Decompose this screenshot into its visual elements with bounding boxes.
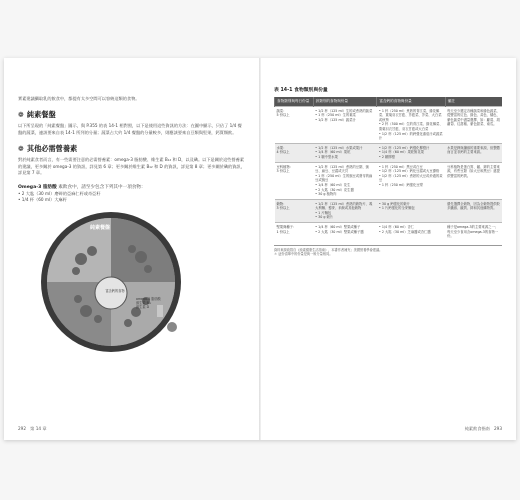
- section-body-nutrients: 對於純素食者而言，有一些需要注意的必需營養素：omega-3 脂肪酸、維生素 B₁₂ 和 D，以及碘。以下是關於這些營養素的建議，更多關於 omega-3 的資訊，詳見第 6 章；更多關於維生素 B₁₂ 和 D 的資訊，詳見第 8 章；更多關於碘的資訊，詳見第 7 章。: [18, 157, 245, 176]
- cell-line: • 1 杯（250 ml）黑豆或白豆: [378, 164, 423, 169]
- list-item: • 1/4 杯（60 ml）大麻籽: [18, 197, 67, 203]
- table-caption: 表 14-1 食物類別與份量: [274, 88, 328, 93]
- cell-line: 4 份以上: [276, 150, 290, 155]
- cell-line: • 2 杯（500 ml）生的青江菜、綠花椰菜、寬葉羽衣甘藍、羽衣甘藍或大白菜: [378, 122, 443, 131]
- food-cell: [313, 143, 377, 162]
- food-cell: [313, 223, 377, 241]
- cell-line: • 1 片鈣強化的全麥麵包: [378, 206, 415, 211]
- cell-line: • 1/2 杯（125 ml）生的或煮熟的蔬菜: [315, 108, 373, 113]
- cell-line: • 1/2 杯（125 ml）鈣強化柳橙汁: [378, 145, 430, 150]
- table-header-row: [275, 97, 503, 106]
- cell-line: • 30 g 鈣強化的穀片: [378, 201, 411, 206]
- page-number-right: 純素飲食指南 293: [464, 426, 502, 431]
- cell-line: • 2 顆柳橙: [378, 154, 395, 159]
- cell-line: • 1/2 杯（125 ml）水果或果汁: [315, 145, 363, 150]
- table-body: [275, 106, 503, 241]
- omega-bullet-list: [18, 191, 246, 203]
- omega-subheading: [18, 184, 246, 190]
- cell-line: • 1/2 杯（125 ml）的鈣強化番茄汁或蔬菜汁: [378, 131, 443, 141]
- cell-line: • 30 g 植物肉: [315, 192, 337, 197]
- cell-line: 3 份以上: [276, 169, 290, 174]
- cell-line: • 1/4 杯（60 ml）花生: [315, 182, 351, 187]
- table-footnotes: [274, 245, 502, 257]
- intro-paragraph: 實素建議攝取乳的飲食中，都提有太多空間可以容納這類的食物。: [18, 96, 140, 101]
- flower-bullet-icon: ❁: [18, 145, 24, 154]
- calcium-cell: [377, 106, 445, 143]
- note-cell: 每天至少選定各種蔬菜和綠色蔬菜，從豐富的紅色、綠色、黃色、橘色、紫色蔬菜中盡量選擇，如：蘿蔔、胡蘿蔔、紅甜椒、紫色甜菜、南瓜。: [445, 106, 502, 143]
- calcium-center-label: 富含鈣的食物: [105, 289, 125, 294]
- left-page: [4, 58, 260, 440]
- category-cell: [275, 106, 314, 143]
- table-row: [275, 199, 503, 222]
- cell-line: • 1/4 杯（60 ml）堅果或種子: [315, 225, 361, 230]
- cell-line: • 1/4 杯（60 ml）杏仁: [378, 225, 415, 230]
- cell-line: 1 份以上: [276, 229, 290, 234]
- table-row: [275, 162, 503, 199]
- category-cell: [275, 143, 314, 162]
- table-row: [275, 106, 503, 143]
- book-spread: [4, 58, 516, 440]
- note-cell: 豆科植物是蛋白質、鐵、鋅的主要來源，有些豆類（如大豆和黑豆）還提供豐富的鈣質。: [445, 162, 502, 199]
- cell-line: • 1/2 杯（125 ml）鈣化豆腐或大豆優格: [378, 169, 440, 174]
- cell-line: • 1 片麵包: [315, 210, 332, 215]
- cell-line: • 1 杯（250 ml）生的葉菜: [315, 113, 356, 118]
- cell-line: • 1/4 杯（60 ml）果乾無花果: [378, 150, 424, 155]
- note-cell: 水果是鉀與纖維的重要來源，但整體而言並非鈣的主要來源。: [445, 143, 502, 162]
- right-page: [260, 58, 516, 440]
- cell-line: • 2 大匙（30 ml）花生醬: [315, 187, 354, 192]
- food-cell: [313, 199, 377, 222]
- cell-line: • 1/4 杯（60 ml）果乾: [315, 150, 351, 155]
- cell-line: • 1/2 杯（125 ml）煮熟的穀物片、義大利麵、藜麥、米飯或其他穀物: [315, 201, 373, 211]
- calcium-cell: [377, 143, 445, 162]
- cell-line: • 1 杯（250 ml）鈣強化豆漿: [378, 182, 423, 187]
- omega-title: Omega-3 脂肪酸: [18, 185, 57, 191]
- column-header: 備註: [445, 97, 502, 106]
- category-cell: [275, 162, 314, 199]
- column-header: 該類別的食物與份量: [313, 97, 377, 106]
- cell-line: • 1 杯（250 ml）煮熟的青江菜、綠花椰菜、寬葉羽衣甘藍、芥藍菜、芥菜、大白菜或秋葵: [378, 108, 442, 122]
- vegan-plate-illustration: [36, 207, 186, 357]
- plate-title: 純素餐盤: [90, 225, 111, 232]
- cell-line: 豆科植物：: [276, 164, 293, 169]
- calcium-cell: [377, 162, 445, 199]
- cell-line: • 30 g 穀片: [315, 215, 334, 220]
- calcium-cell: [377, 223, 445, 241]
- cell-line: • 1/2 杯（125 ml）煮熟的大豆或炒過的黃豆: [378, 173, 443, 183]
- column-header: 富含鈣的食物與份量: [377, 97, 445, 106]
- omega-intro: 素飲食中，請至少包含下列其中一項食物：: [58, 185, 146, 191]
- note-cell: 種子是omega-3的主要來源之一；每天至少食用含omega-3的食物一份。: [445, 223, 502, 241]
- cell-line: 穀物：: [276, 201, 287, 206]
- cell-line: 堅果與種子：: [276, 225, 297, 230]
- section-title: 純素餐盤: [26, 110, 56, 120]
- flower-bullet-icon: ❁: [18, 111, 24, 120]
- table-row: [275, 143, 503, 162]
- cell-line: • 1 顆中型水果: [315, 154, 338, 159]
- page-number-left: 292 第 14 章: [18, 426, 47, 431]
- section-heading-nutrients: [18, 144, 246, 154]
- column-header: 食物類別與每日份量: [275, 97, 314, 106]
- footnote: ＊ 這份清單中的份量是與一般分量相同。: [274, 252, 333, 257]
- calcium-cell: [377, 199, 445, 222]
- cell-line: • 1/2 杯（125 ml）蔬菜汁: [315, 117, 356, 122]
- cell-line: 3 份以上: [276, 206, 290, 211]
- cell-line: 5 份以上: [276, 113, 290, 118]
- category-cell: [275, 223, 314, 241]
- footnote: 資料來源改寫自《純素健康生活指南》，本書作者補充；美國營養學會建議。: [274, 247, 383, 252]
- plate-graphic: [36, 207, 186, 357]
- cell-line: 水果：: [276, 145, 287, 150]
- supplement-label: omega-3 脂肪酸 維生素 B₁₂ 維生素 D: [136, 297, 161, 310]
- food-cell: [313, 106, 377, 143]
- cell-line: 蔬菜：: [276, 108, 287, 113]
- section-body-vegan-plate: 以下所呈現的「純素餐盤」圖示，與 P.355 的表 14-1 相對照，以下是使用這些資訊的方法：在圖中顯示，只佔了 1/4 餐盤的蔬菜，連該要來自表 14-1 所列的分量；蔬菜占大約 1/4 餐盤的分量較多，則應該要來自豆類與堅果，鈣質類飲。: [18, 123, 242, 135]
- food-cell: [313, 162, 377, 199]
- category-cell: [275, 199, 314, 222]
- cell-line: • 1 杯（250 ml）生的豌豆或發芽的扁豆或豌豆: [315, 173, 373, 183]
- cell-line: • 2 大匙（30 ml）芝麻醬或杏仁醬: [378, 229, 431, 234]
- cell-line: • 2 大匙（30 ml）堅果或種子醬: [315, 229, 364, 234]
- cell-line: • 1/2 杯（125 ml）煮熟的豆類、豌豆、扁豆、豆腐或天貝: [315, 164, 369, 174]
- section-heading-vegan-plate: [18, 110, 246, 120]
- food-group-table: [274, 97, 502, 241]
- table-row: [275, 223, 503, 241]
- list-item: • 2 大匙（30 ml）磨碎的亞麻仁籽或奇亞籽: [18, 191, 101, 197]
- section-title: 其他必需營養素: [26, 144, 78, 154]
- note-cell: 優先選擇全穀物，因為全穀物提供較多纖維、鐵質、鋅和其他礦物質。: [445, 199, 502, 222]
